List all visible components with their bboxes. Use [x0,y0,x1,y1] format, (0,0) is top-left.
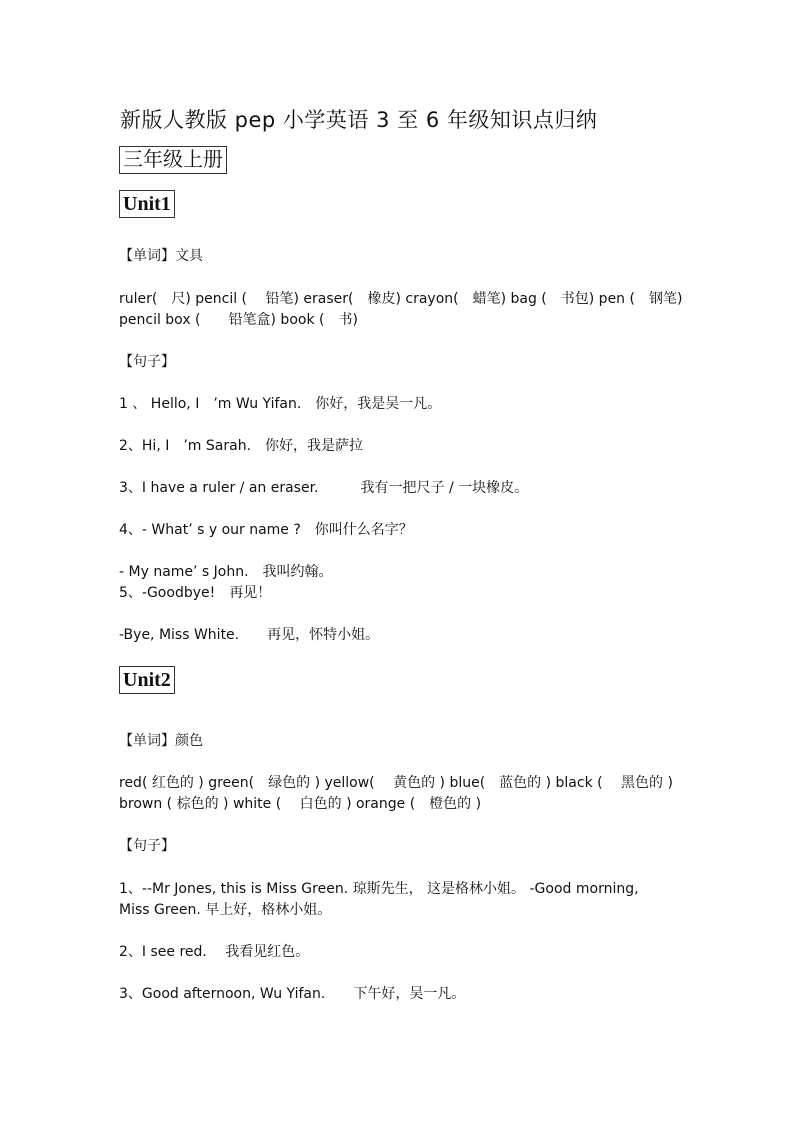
unit1-sentences-label: 【句子】 [119,354,175,370]
unit1-words-line1: ruler( 尺) pencil ( 铅笔) eraser( 橡皮) crayon( 蜡笔) bag ( 书包) pen ( 钢笔) [119,291,683,307]
grade-heading: 三年级上册 [119,146,227,174]
unit1-sentence-2: 2、Hi, I ’m Sarah. 你好，我是萨拉 [119,438,364,454]
unit1-sentence-5-reply: -Bye, Miss White. 再见，怀特小姐。 [119,627,380,643]
unit2-words-label: 【单词】颜色 [119,733,203,749]
unit1-sentence-1: 1 、 Hello, I ’m Wu Yifan. 你好，我是吴一凡。 [119,396,442,412]
unit2-words-line1: red( 红色的 ) green( 绿色的 ) yellow( 黄色的 ) blue( 蓝色的 ) black ( 黑色的 ) [119,775,673,791]
unit2-heading: Unit2 [119,666,175,694]
unit2-sentence-1: 1、--Mr Jones, this is Miss Green. 琼斯先生， 这是格林小姐。 -Good morning, [119,881,639,897]
unit1-heading: Unit1 [119,190,175,218]
unit2-sentences-label: 【句子】 [119,838,175,854]
document-title: 新版人教版 pep 小学英语 3 至 6 年级知识点归纳 [120,108,598,132]
unit1-sentence-3: 3、I have a ruler / an eraser. 我有一把尺子 / 一块橡皮。 [119,480,529,496]
unit1-words-line2: pencil box ( 铅笔盒) book ( 书) [119,312,358,328]
unit1-words-label: 【单词】文具 [119,248,203,264]
unit2-sentence-2: 2、I see red. 我看见红色。 [119,944,310,960]
unit2-sentence-3: 3、Good afternoon, Wu Yifan. 下午好，吴一凡。 [119,986,466,1002]
unit1-sentence-5: 5、-Goodbye! 再见！ [119,585,272,601]
unit1-sentence-4-reply: - My name’ s John. 我叫约翰。 [119,564,333,580]
unit2-words-line2: brown ( 棕色的 ) white ( 白色的 ) orange ( 橙色的 ) [119,796,482,812]
unit1-sentence-4: 4、- What’ s y our name ? 你叫什么名字？ [119,522,413,538]
unit2-sentence-1-cont: Miss Green. 早上好，格林小姐。 [119,902,332,918]
